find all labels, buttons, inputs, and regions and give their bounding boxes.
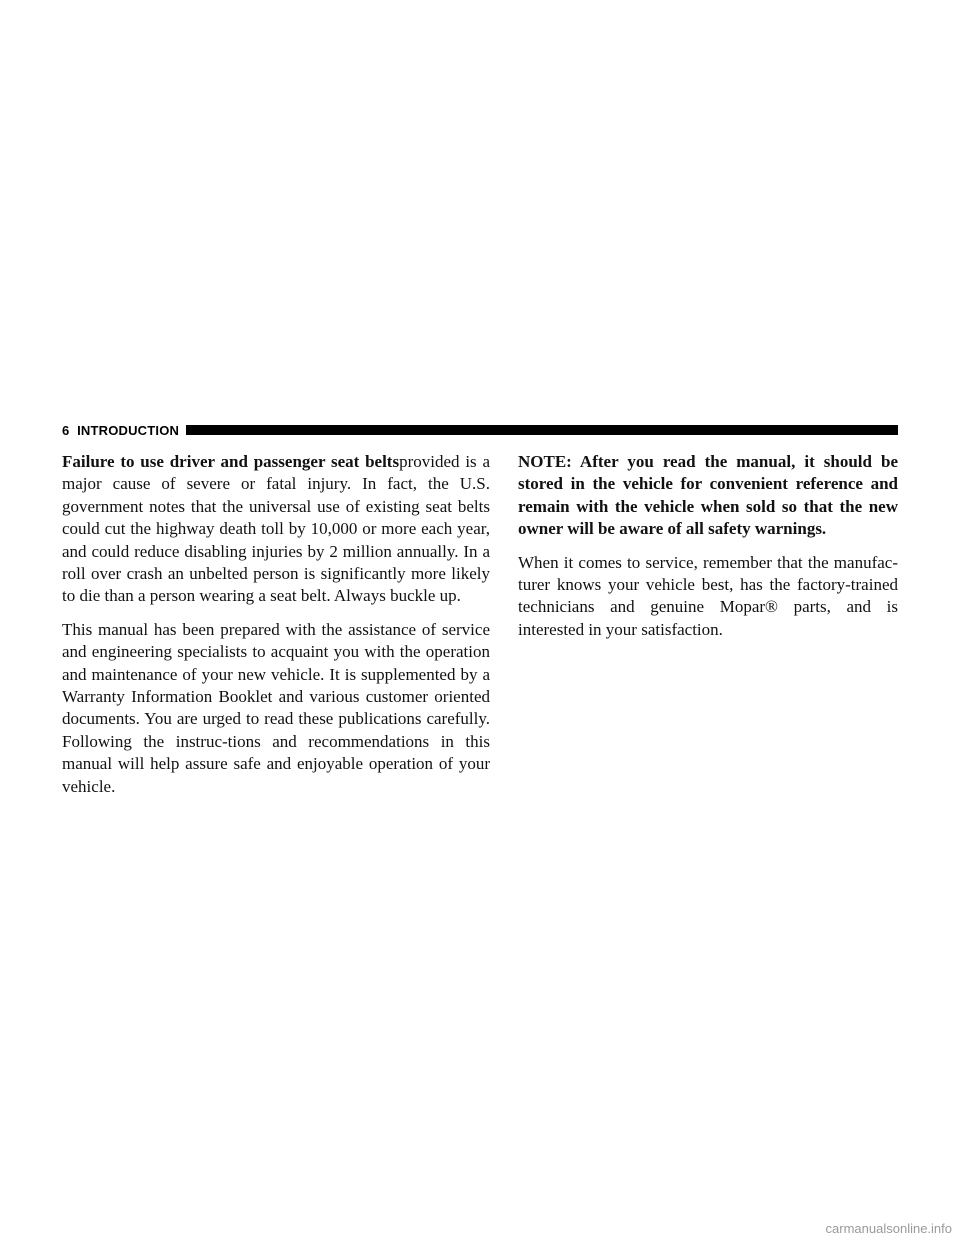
- left-column: [62, 451, 490, 809]
- header-rule: [186, 425, 898, 435]
- service-paragraph: When it comes to service, remember that the manufac-turer knows your vehicle best, has the factory-trained technicians and genuine Mopar® parts, and is interested in your satisfaction.: [518, 552, 898, 639]
- storage-note: NOTE: After you read the manual, it should be stored in the vehicle for convenient reference and remain with the vehicle when sold so that the new owner will be aware of all safety warnings.: [518, 452, 898, 539]
- seat-belt-warning-text: provided is a major cause of severe or fatal injury. In fact, the U.S. government notes that the universal use of existing seat belts could cut the highway death toll by 10,000 or more each year, and could reduce disabling injuries by 2 million annually. In a roll over crash an unbelted person is significantly more likely to die than a person wearing a seat belt. Always buckle up.: [62, 452, 490, 606]
- watermark: carmanualsonline.info: [825, 1221, 952, 1236]
- seat-belt-paragraph: [62, 451, 490, 608]
- header-label: [62, 423, 179, 438]
- manual-purpose-paragraph: This manual has been prepared with the assistance of service and engineering specialists to acquaint you with the operation and maintenance of your new vehicle. It is supplemented by a Warranty Information Booklet and various customer oriented documents. You are urged to read these publications carefully. Following the instruc-tions and recommendations in this manual will help assure safe and enjoyable operation of your vehicle.: [62, 619, 490, 796]
- section-title: INTRODUCTION: [77, 422, 180, 438]
- right-column: [518, 451, 898, 652]
- page-header: [62, 421, 898, 439]
- page-number: 6: [62, 422, 70, 438]
- seat-belt-warning-lead: Failure to use driver and passenger seat belts: [62, 452, 400, 471]
